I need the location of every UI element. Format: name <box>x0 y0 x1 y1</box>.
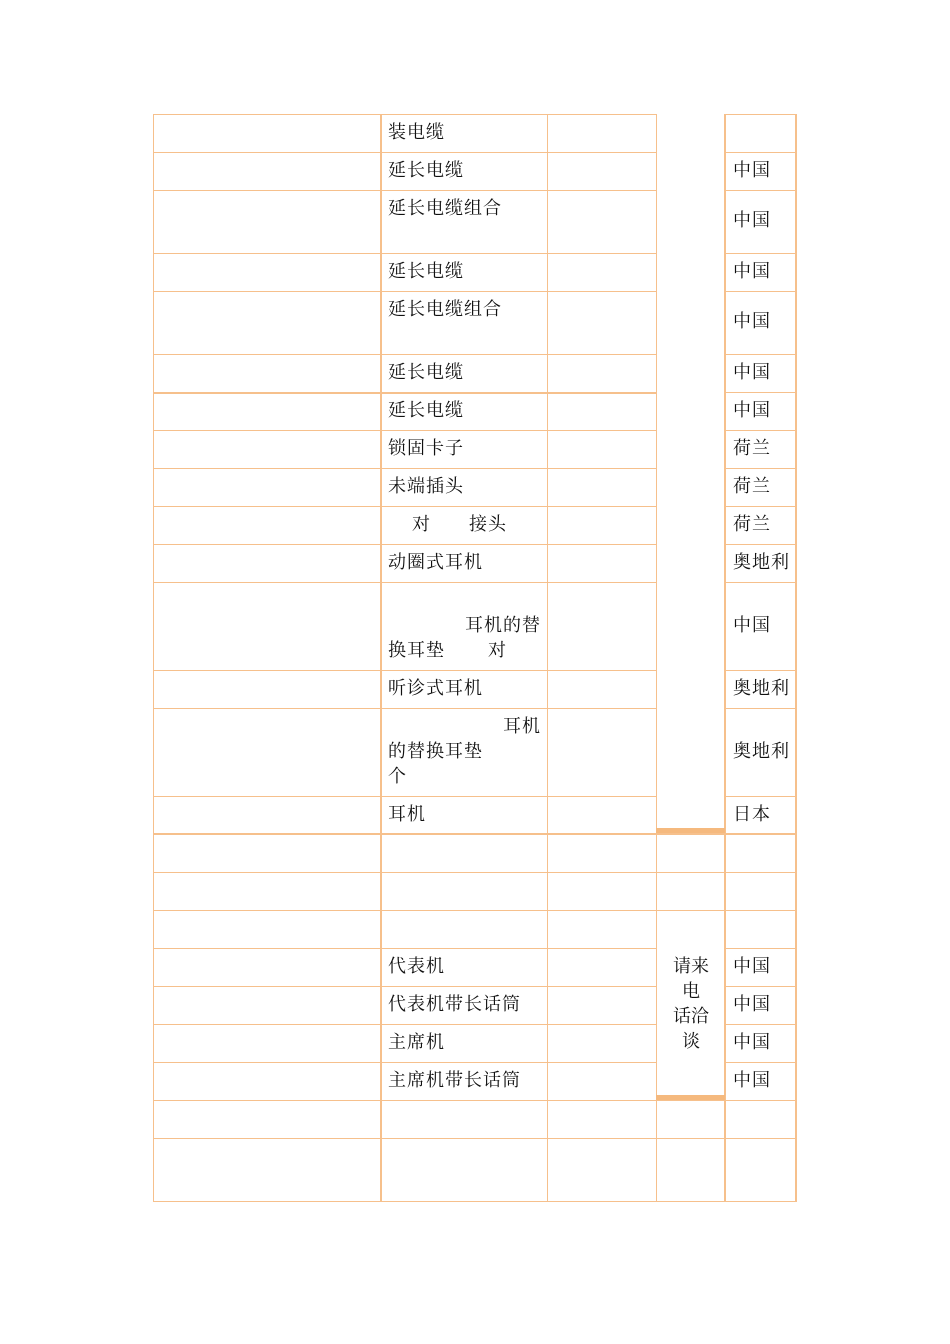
row-line <box>725 582 796 583</box>
item-name-part: 对 <box>412 514 431 535</box>
item-origin: 中国 <box>733 615 771 636</box>
row-line <box>725 544 796 545</box>
row-line <box>153 430 657 431</box>
row-line <box>153 392 657 394</box>
item-origin: 中国 <box>733 400 771 421</box>
row-line <box>153 796 657 797</box>
item-name: 延长电缆组合 <box>388 299 502 320</box>
item-name: 代表机带长话筒 <box>388 994 521 1015</box>
row-line <box>725 1062 796 1063</box>
row-line <box>725 291 796 292</box>
row-line <box>153 708 657 709</box>
row-line <box>153 468 657 469</box>
item-origin: 中国 <box>733 311 771 332</box>
item-name: 延长电缆组合 <box>388 198 502 219</box>
item-name-line: 对 <box>488 640 507 661</box>
item-origin: 中国 <box>733 956 771 977</box>
item-origin: 荷兰 <box>733 438 771 459</box>
row-line <box>153 948 657 949</box>
item-origin: 中国 <box>733 261 771 282</box>
row-line <box>153 1100 797 1101</box>
item-origin: 奥地利 <box>733 552 790 573</box>
row-line <box>725 670 796 671</box>
row-line <box>153 506 657 507</box>
item-name: 延长电缆 <box>388 261 464 282</box>
item-name-line: 耳机 <box>503 716 541 737</box>
row-line <box>725 430 796 431</box>
item-name: 延长电缆 <box>388 160 464 181</box>
item-name-line: 换耳垫 <box>388 640 445 661</box>
item-name: 耳机 <box>388 804 426 825</box>
price-note-line: 谈 <box>682 1031 700 1052</box>
price-note-line: 电 <box>682 981 700 1002</box>
row-line <box>725 114 796 115</box>
row-line <box>725 948 796 949</box>
column-divider-name <box>380 114 382 1202</box>
row-line <box>153 190 657 191</box>
item-name: 代表机 <box>388 956 445 977</box>
price-note-line: 请来 <box>673 956 709 977</box>
item-name-line: 的替换耳垫 <box>388 741 483 762</box>
row-line <box>725 796 796 797</box>
row-line <box>153 291 657 292</box>
price-note-line: 话洽 <box>673 1006 709 1027</box>
item-name-line: 个 <box>388 766 407 787</box>
row-line <box>153 152 657 153</box>
row-line <box>153 1138 797 1139</box>
item-origin: 日本 <box>733 804 771 825</box>
row-line <box>153 582 657 583</box>
item-name: 未端插头 <box>388 476 464 497</box>
item-name: 主席机 <box>388 1032 445 1053</box>
item-origin: 荷兰 <box>733 514 771 535</box>
item-origin: 中国 <box>733 210 771 231</box>
table-border-right <box>795 114 797 1202</box>
table-border-bottom <box>153 1201 797 1202</box>
row-line <box>725 986 796 987</box>
item-name: 动圈式耳机 <box>388 552 483 573</box>
row-line <box>153 1062 657 1063</box>
row-line <box>153 910 797 911</box>
row-line <box>725 354 796 355</box>
row-line <box>725 152 796 153</box>
row-line <box>725 468 796 469</box>
item-name-part: 接头 <box>469 514 507 535</box>
row-line <box>153 986 657 987</box>
row-line <box>725 253 796 254</box>
row-line <box>725 392 796 393</box>
row-line <box>725 190 796 191</box>
item-name: 装电缆 <box>388 122 445 143</box>
row-line <box>153 114 657 115</box>
item-origin: 中国 <box>733 1032 771 1053</box>
item-origin: 中国 <box>733 1070 771 1091</box>
row-line <box>153 670 657 671</box>
price-note <box>657 954 725 1054</box>
item-name: 延长电缆 <box>388 362 464 383</box>
column-divider-spec <box>547 114 548 1202</box>
table-border-left <box>153 114 154 1202</box>
item-name: 主席机带长话筒 <box>388 1070 521 1091</box>
item-origin: 奥地利 <box>733 678 790 699</box>
row-line <box>153 253 657 254</box>
item-name: 听诊式耳机 <box>388 678 483 699</box>
row-line <box>725 708 796 709</box>
item-origin: 中国 <box>733 994 771 1015</box>
section-divider <box>153 833 797 835</box>
row-line <box>153 354 657 355</box>
item-origin: 奥地利 <box>733 741 790 762</box>
row-line <box>153 1024 657 1025</box>
item-name-line: 耳机的替 <box>465 615 541 636</box>
merged-cell-bottom-bar <box>656 828 725 833</box>
item-origin: 中国 <box>733 362 771 383</box>
item-name: 锁固卡子 <box>388 438 464 459</box>
item-origin: 荷兰 <box>733 476 771 497</box>
row-line <box>153 872 797 873</box>
row-line <box>153 544 657 545</box>
row-line <box>725 506 796 507</box>
item-name: 延长电缆 <box>388 400 464 421</box>
row-line <box>725 1024 796 1025</box>
item-origin: 中国 <box>733 160 771 181</box>
